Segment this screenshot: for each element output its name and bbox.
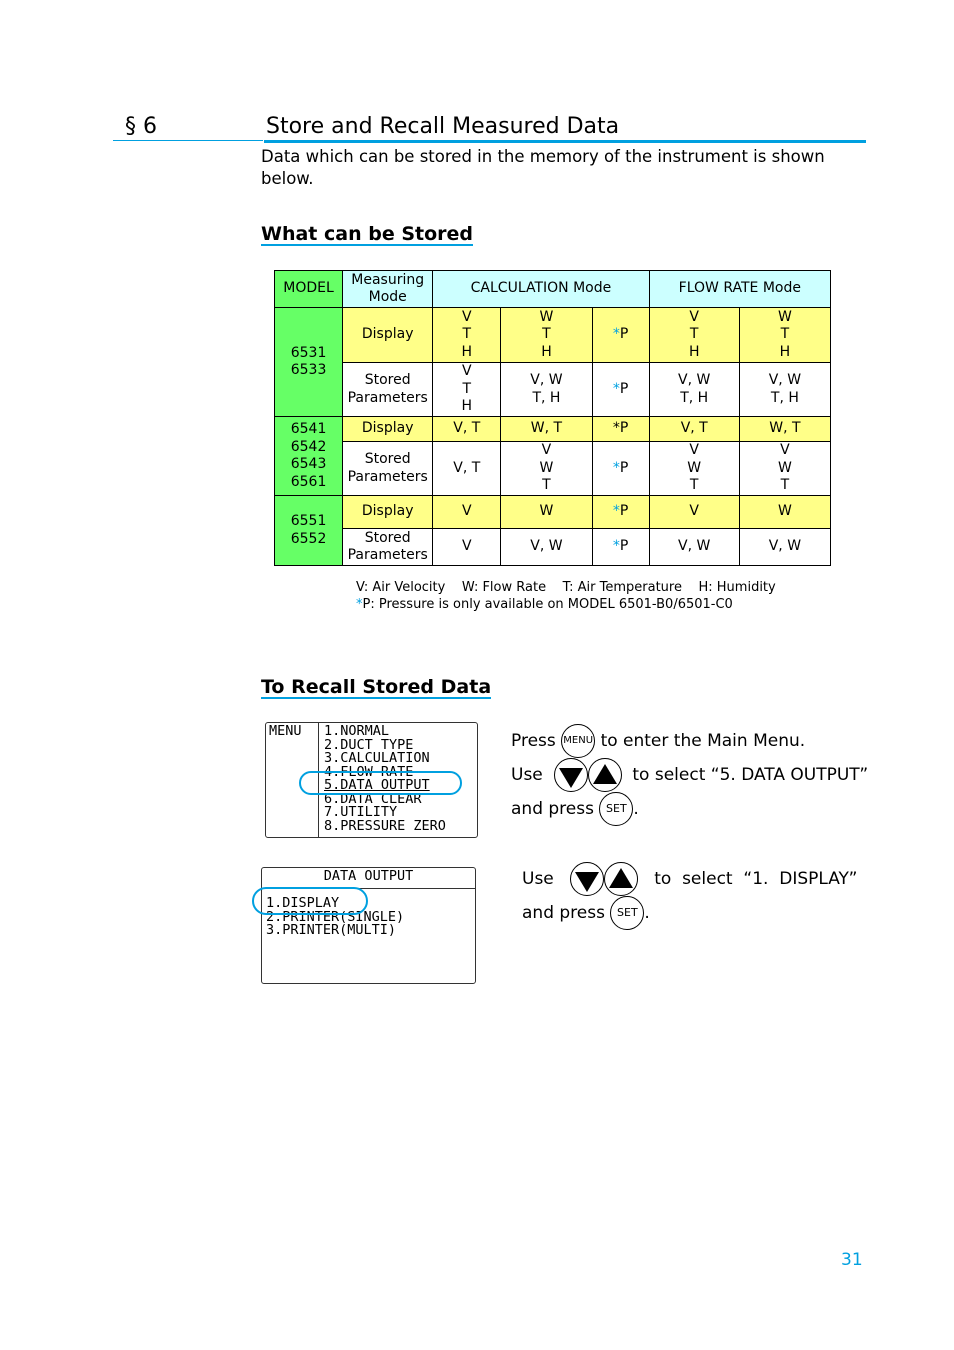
table-cell: V T H: [649, 308, 739, 363]
data-output-title: DATA OUTPUT: [323, 868, 414, 884]
table-cell: V, W T, H: [739, 363, 830, 417]
table-cell: W: [501, 496, 592, 529]
model-group-1: 6531 6533: [275, 308, 343, 417]
table-cell: V, W: [501, 529, 592, 566]
highlight-oval-data-output: [299, 771, 462, 795]
stored-label: Stored Parameters: [343, 442, 433, 496]
table-cell: V, W T, H: [649, 363, 739, 417]
storage-table: [274, 270, 831, 566]
intro-text: Data which can be stored in the memory of the instrument is shown below.: [261, 147, 825, 188]
table-cell: V: [649, 496, 739, 529]
set-key-icon: SET: [610, 896, 644, 930]
table-cell: W, T: [739, 417, 830, 442]
menu-item: 2.DUCT TYPE: [324, 736, 414, 753]
legend-line-1: V: Air Velocity W: Flow Rate T: Air Temperature H: Humidity: [356, 580, 776, 595]
header-model: MODEL: [275, 271, 343, 308]
menu-item: 8.PRESSURE ZERO: [324, 817, 446, 834]
table-cell: V, W: [739, 529, 830, 566]
step1-line2: Use to select “5. DATA OUTPUT”: [511, 758, 868, 792]
table-cell: *P: [592, 363, 649, 417]
step1-instructions: [511, 724, 868, 826]
table-legend: [356, 579, 776, 613]
menu-item: 3.CALCULATION: [324, 750, 430, 766]
display-label: Display: [343, 417, 433, 442]
down-arrow-key-icon: [554, 758, 588, 792]
stored-label: Stored Parameters: [343, 363, 433, 417]
output-item: 2.PRINTER(SINGLE): [266, 908, 405, 925]
table-cell: *P: [592, 417, 649, 442]
stored-label: Stored Parameters: [343, 529, 433, 566]
set-key-icon: SET: [599, 792, 633, 826]
title-rule-right: [264, 140, 866, 143]
table-cell: V, W: [649, 529, 739, 566]
header-measuring-mode: Measuring Mode: [343, 271, 433, 308]
table-cell: *P: [592, 529, 649, 566]
table-cell: V: [433, 529, 501, 566]
highlight-oval-display: [252, 887, 368, 915]
menu-item: 4.FLOW RATE: [324, 763, 414, 780]
header-calculation-mode: CALCULATION Mode: [433, 271, 649, 308]
step1-line3: and press SET .: [511, 792, 868, 826]
menu-item: 6.DATA CLEAR: [324, 790, 422, 807]
table-cell: V T H: [433, 308, 501, 363]
up-arrow-key-icon: [604, 862, 638, 896]
table-cell: W: [739, 496, 830, 529]
display-label: Display: [343, 496, 433, 529]
up-arrow-key-icon: [588, 758, 622, 792]
table-cell: *P: [592, 442, 649, 496]
table-cell: V: [433, 496, 501, 529]
output-item: 3.PRINTER(MULTI): [266, 922, 397, 938]
legend-line-2: *P: Pressure is only available on MODEL 6501-B0/6501-C0: [356, 597, 733, 612]
header-flow-rate-mode: FLOW RATE Mode: [649, 271, 830, 308]
recall-heading: To Recall Stored Data: [261, 676, 492, 698]
table-cell: V W T: [739, 442, 830, 496]
step2-instructions: [522, 862, 857, 930]
table-cell: W T H: [501, 308, 592, 363]
model-group-2: 6541 6542 6543 6561: [275, 417, 343, 496]
table-cell: *P: [592, 308, 649, 363]
table-cell: V, T: [433, 442, 501, 496]
table-cell: V W T: [649, 442, 739, 496]
step2-line2: and press SET .: [522, 896, 857, 930]
down-arrow-key-icon: [570, 862, 604, 896]
table-cell: W, T: [501, 417, 592, 442]
menu-item: 7.UTILITY: [324, 804, 398, 820]
stored-heading: What can be Stored: [261, 223, 474, 245]
output-item-selected: 1.DISPLAY: [266, 895, 340, 911]
section-number: § 6: [125, 114, 157, 139]
data-output-screen: [261, 867, 476, 984]
page-number: 31: [841, 1250, 863, 1270]
table-cell: V, T: [649, 417, 739, 442]
table-cell: V W T: [501, 442, 592, 496]
display-label: Display: [343, 308, 433, 363]
section-title: Store and Recall Measured Data: [266, 114, 620, 139]
menu-screen-label: MENU: [269, 723, 302, 739]
model-group-3: 6551 6552: [275, 496, 343, 566]
menu-item-selected: 5.DATA OUTPUT: [324, 777, 430, 793]
table-cell: V, W T, H: [501, 363, 592, 417]
step1-line1: Press MENU to enter the Main Menu.: [511, 724, 868, 758]
table-cell: V T H: [433, 363, 501, 417]
menu-key-icon: MENU: [561, 724, 595, 758]
table-cell: *P: [592, 496, 649, 529]
table-cell: V, T: [433, 417, 501, 442]
title-rule-left: [113, 140, 263, 141]
step2-line1: Use to select “1. DISPLAY”: [522, 862, 857, 896]
table-cell: W T H: [739, 308, 830, 363]
menu-item: 1.NORMAL: [324, 723, 390, 739]
